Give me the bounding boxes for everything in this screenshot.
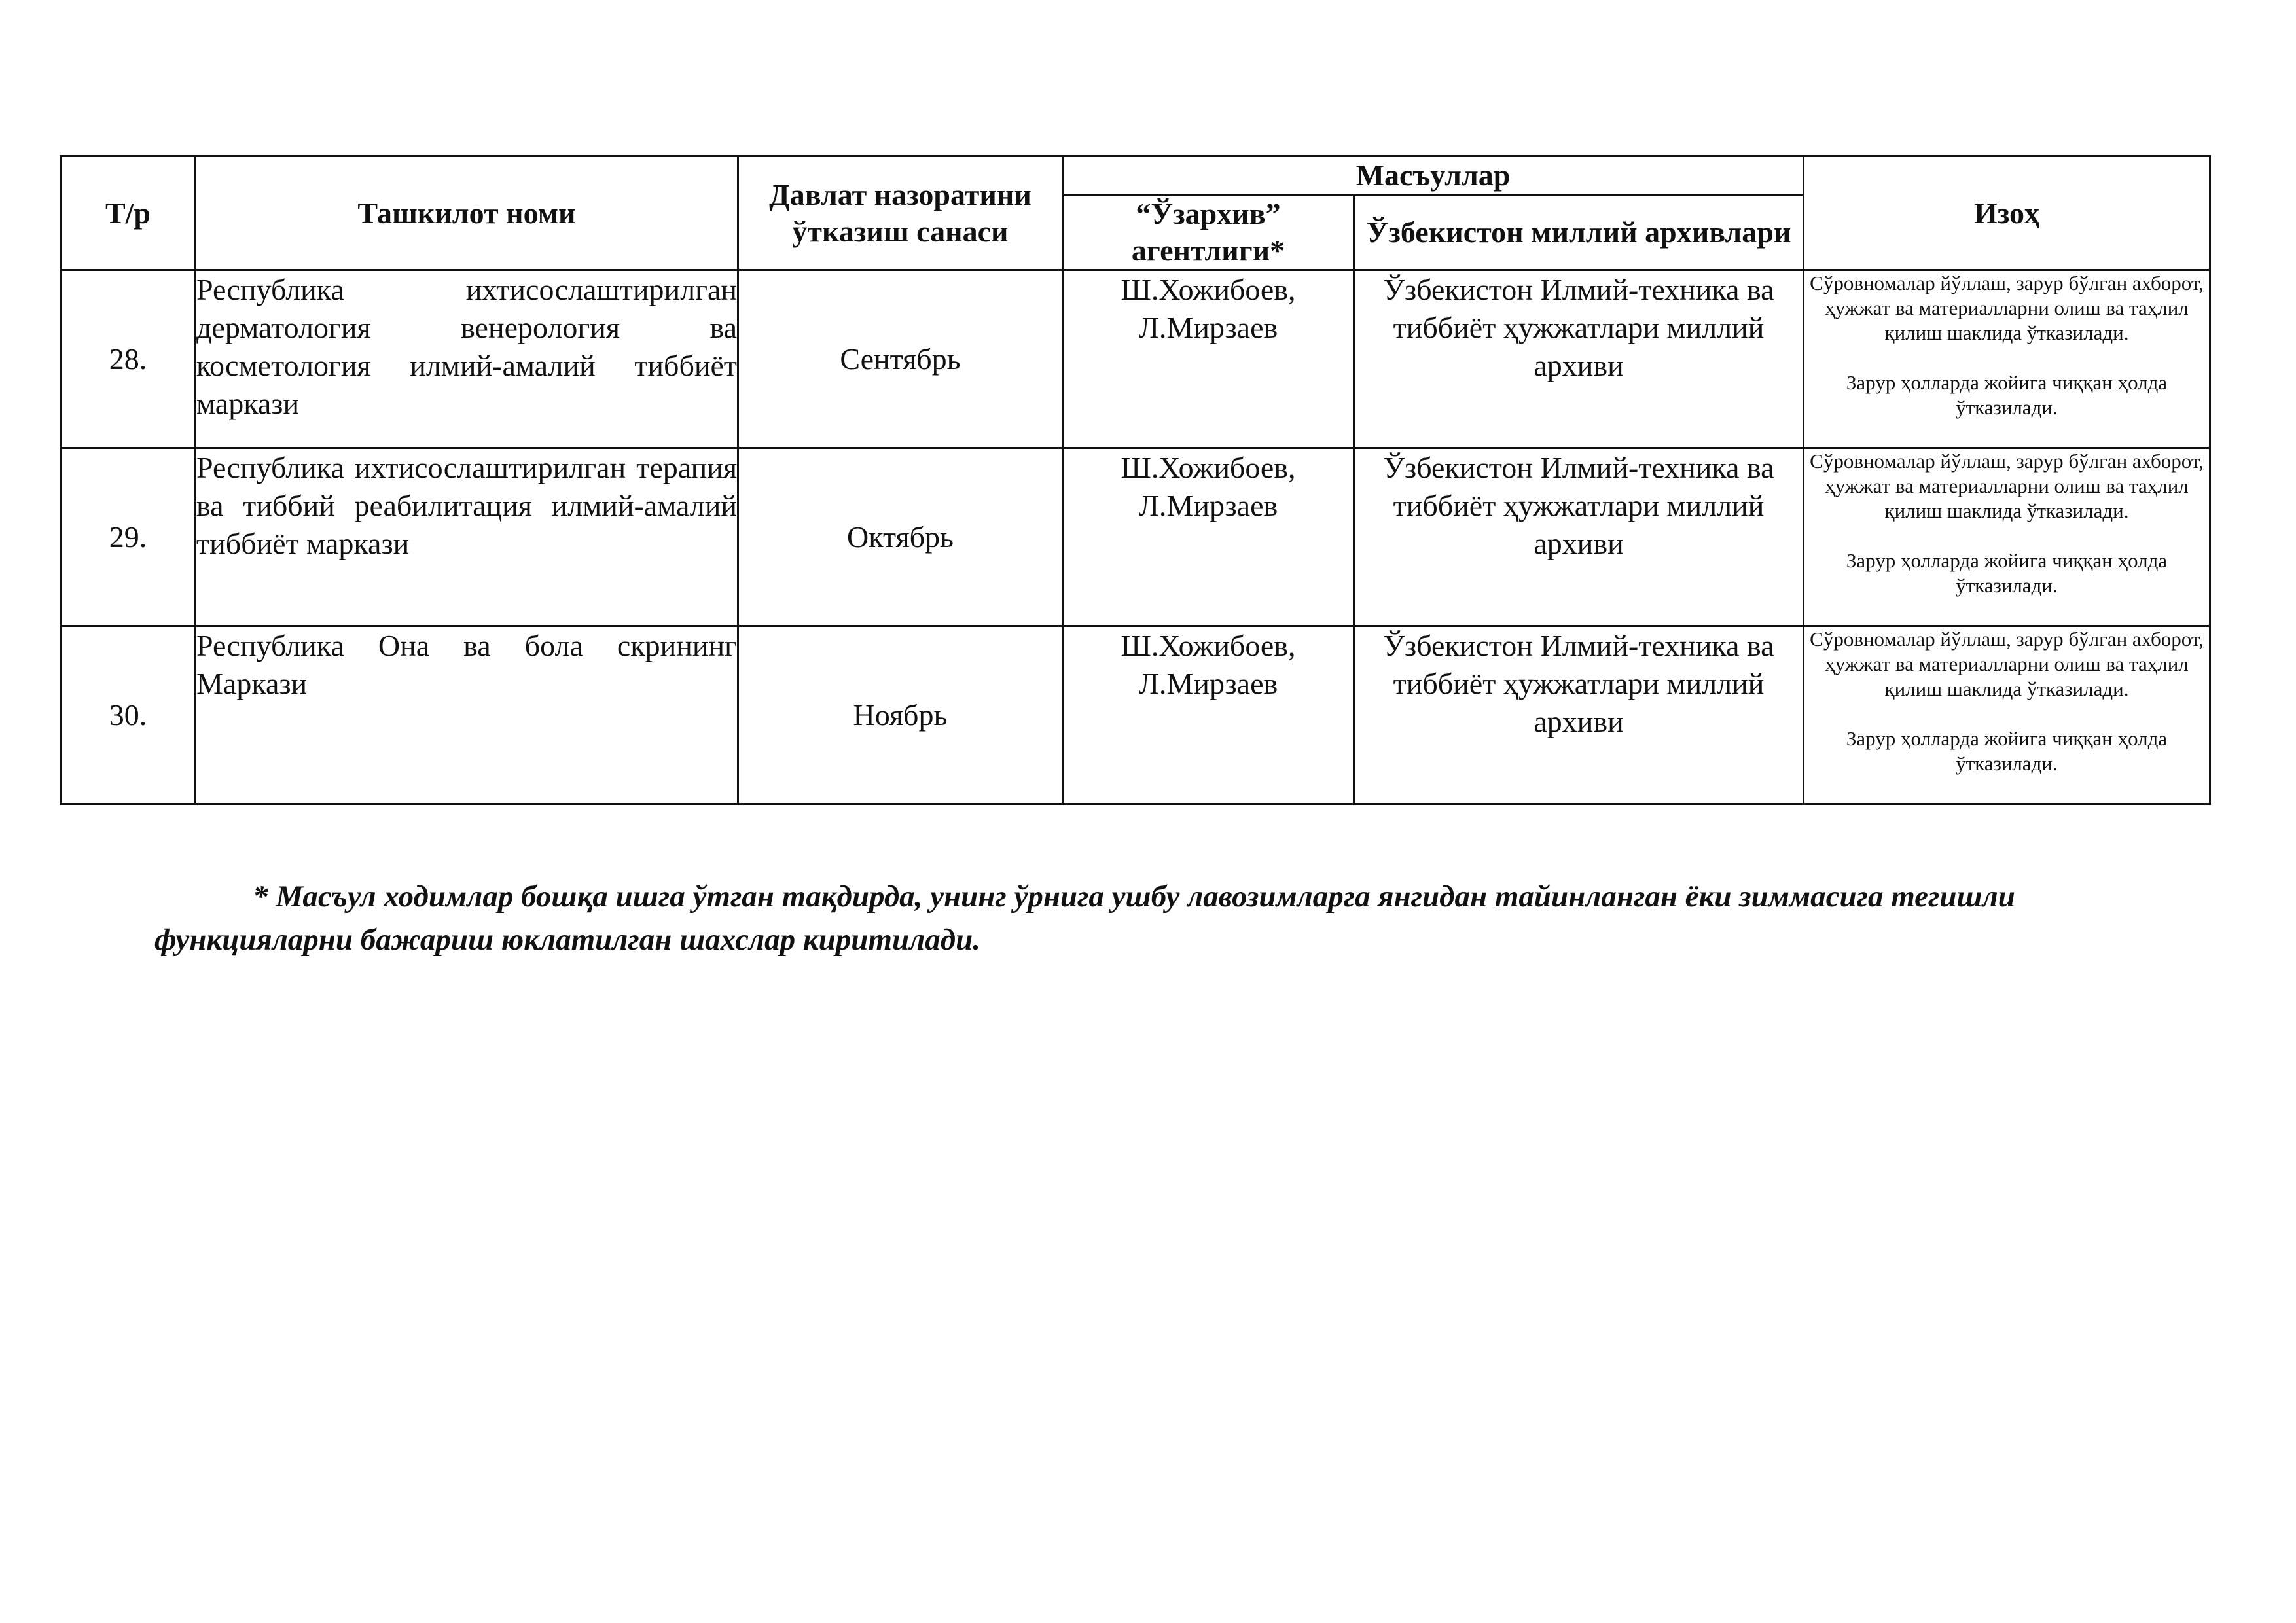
header-agency: “Ўзархив” агентлиги*	[1063, 195, 1354, 270]
note-method: Сўровномалар йўллаш, зарур бўлган ахборот, ҳужжат ва материалларни олиш ва таҳлил қилиш шаклида ўтказилади.	[1810, 628, 2204, 700]
note-method: Сўровномалар йўллаш, зарур бўлган ахборот, ҳужжат ва материалларни олиш ва таҳлил қилиш шаклида ўтказилади.	[1810, 450, 2204, 522]
agency-responsible	[1063, 270, 1354, 448]
archive-responsible: Ўзбекистон Илмий-техника ва тиббиёт ҳужжатлари миллий архиви	[1354, 626, 1804, 804]
row-note	[1804, 448, 2210, 626]
agency-responsible	[1063, 448, 1354, 626]
inspection-date: Сентябрь	[738, 270, 1063, 448]
note-onsite: Зарур ҳолларда жойига чиққан ҳолда ўтказилади.	[1846, 727, 2168, 775]
row-note	[1804, 626, 2210, 804]
inspection-date: Ноябрь	[738, 626, 1063, 804]
archive-responsible: Ўзбекистон Илмий-техника ва тиббиёт ҳужжатлари миллий архиви	[1354, 270, 1804, 448]
responsible-person-2: Л.Мирзаев	[1138, 667, 1278, 700]
footnote: * Масъул ходимлар бошқа ишга ўтган тақдирда, унинг ўрнига ушбу лавозимларга янгидан тайинланган ёки зиммасига тегишли функцияларни бажариш юклатилган шахслар киритилади.	[154, 880, 2015, 957]
responsible-person-1: Ш.Хожибоев,	[1121, 629, 1296, 662]
responsible-person-2: Л.Мирзаев	[1138, 489, 1278, 522]
table-row	[61, 448, 2210, 626]
organization-name: Республика Она ва бола скрининг Маркази	[196, 626, 738, 804]
inspection-schedule-table	[60, 155, 2211, 805]
agency-responsible	[1063, 626, 1354, 804]
inspection-date: Октябрь	[738, 448, 1063, 626]
archive-responsible: Ўзбекистон Илмий-техника ва тиббиёт ҳужжатлари миллий архиви	[1354, 448, 1804, 626]
row-number: 30.	[61, 626, 196, 804]
responsible-person-1: Ш.Хожибоев,	[1121, 273, 1296, 306]
header-archives: Ўзбекистон миллий архивлари	[1354, 195, 1804, 270]
header-organization: Ташкилот номи	[196, 156, 738, 270]
table-row	[61, 270, 2210, 448]
table-row	[61, 626, 2210, 804]
organization-name: Республика ихтисослаштирилган терапия ва тиббий реабилитация илмий-амалий тиббиёт маркази	[196, 448, 738, 626]
header-responsible: Масъуллар	[1063, 156, 1804, 195]
header-date: Давлат назоратини ўтказиш санаси	[738, 156, 1063, 270]
note-onsite: Зарур ҳолларда жойига чиққан ҳолда ўтказилади.	[1846, 549, 2168, 597]
table-header-row	[61, 156, 2210, 195]
row-note	[1804, 270, 2210, 448]
note-onsite: Зарур ҳолларда жойига чиққан ҳолда ўтказилади.	[1846, 371, 2168, 419]
header-number: Т/р	[61, 156, 196, 270]
organization-name: Республика ихтисослаштирилган дерматология венерология ва косметология илмий-амалий тиббиёт маркази	[196, 270, 738, 448]
note-method: Сўровномалар йўллаш, зарур бўлган ахборот, ҳужжат ва материалларни олиш ва таҳлил қилиш шаклида ўтказилади.	[1810, 272, 2204, 344]
responsible-person-2: Л.Мирзаев	[1138, 311, 1278, 344]
header-note: Изоҳ	[1804, 156, 2210, 270]
row-number: 29.	[61, 448, 196, 626]
row-number: 28.	[61, 270, 196, 448]
responsible-person-1: Ш.Хожибоев,	[1121, 451, 1296, 484]
